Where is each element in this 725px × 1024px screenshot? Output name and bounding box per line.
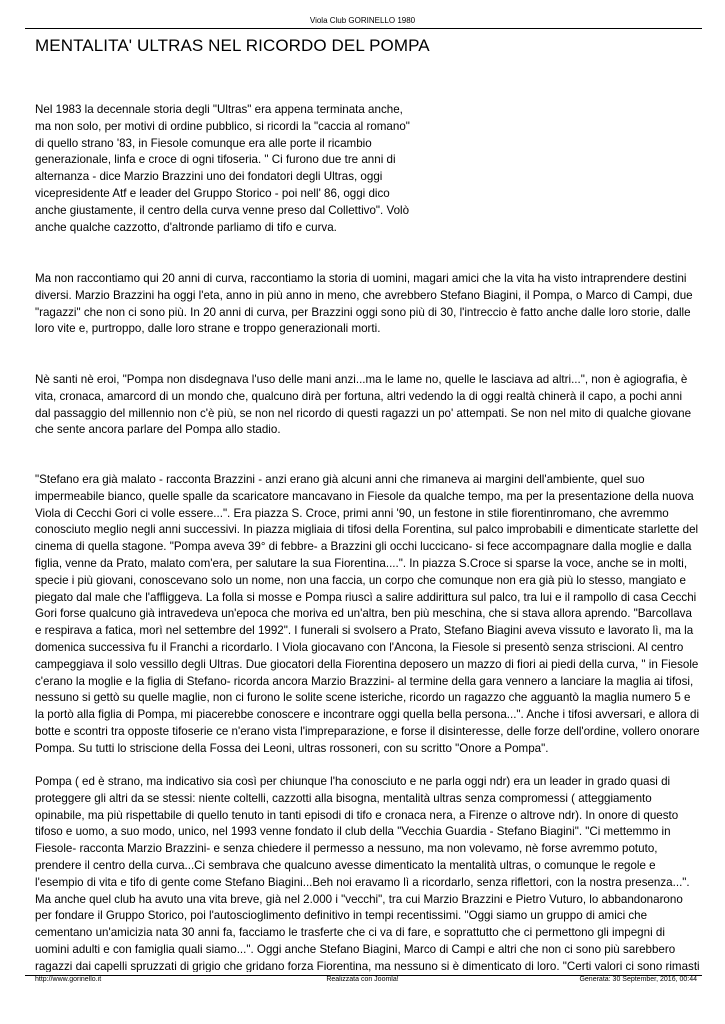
article-paragraph: Nel 1983 la decennale storia degli "Ultras" era appena terminata anche, ma non solo, per motivi di ordine pubblico, si ricordi la "caccia al romano" di quello strano '83, in Fiesole comunque era alle porte il ricambio generazionale, linfa e croce di ogni tifoseria. " Ci furono due tre anni di alternanza - dice Marzio Brazzini uno dei fondatori degli Ultras, oggi vicepresidente Atf e leader del Gruppo Storico - poi nell' 86, oggi dico anche giustamente, il centro della curva venne preso dal Collettivo". Volò anche qualche cazzotto, d'altronde parliamo di tifo e curva. (35, 103, 410, 234)
article-paragraph: Pompa ( ed è strano, ma indicativo sia così per chiunque l'ha conosciuto e ne parla oggi ndr) era un leader in grado quasi di proteggere gli altri da se stessi: niente coltelli, cazzotti alla bisogna, mentalità ultras senza compromessi ( atteggiamento opinabile, ma più rispettabile di quello tenuto in tanti episodi di tifo e cronaca nera, a Firenze o altrove ndr). In onore di questo tifoso e uomo, a suo modo, unico, nel 1993 venne fondato il club della "Vecchia Guardia - Stefano Biagini". "Ci mettemmo in Fiesole- racconta Marzio Brazzini- e senza chiedere il permesso a nessuno, ma non volevamo, nè forse avremmo potuto, prendere il centro della curva...Ci sembrava che qualcuno avesse dimenticato la mentalità ultras, o comunque le regole e l'esempio di vita e tifo di gente come Stefano Biagini...Beh noi eravamo lì a ricordarlo, senza riflettori, con la nostra presenza...". Ma anche quel club ha avuto una vita breve, già nel 2.000 i "vecchi", tra cui Marzio Brazzini e Pietro Vuturo, lo abbandonarono per fondare il Gruppo Storico, poi l'autoscioglimento definitivo in tempi recentissimi. "Oggi siamo un gruppo di amici che cementano un'amicizia nata 30 anni fa, facciamo le trasferte che ci va di fare, e soprattutto che ci permettono gli impegni di uomini adulti e con famiglia quali siamo...". Oggi anche Stefano Biagini, Marco di Campi e altri che non ci sono più sarebbero ragazzi dai capelli spruzzati di grigio che gridano forza Fiorentina, ma nessuno si è dimenticato di loro. "Certi valori ci sono rimasti (35, 775, 700, 972)
footer-generated-date: Generata: 30 September, 2016, 00:44 (579, 976, 697, 983)
header-divider (25, 28, 702, 29)
footer-url: http://www.gorinello.it (35, 976, 102, 983)
header-site-name: Viola Club GORINELLO 1980 (309, 16, 416, 25)
article-paragraph: Nè santi nè eroi, "Pompa non disdegnava l'uso delle mani anzi...ma le lame no, quelle le lasciava ad altri...", non è agiografia, è vita, cronaca, amarcord di un mondo che, qualcuno dirà per fortuna, altri vedendo la di oggi realtà chinerà il capo, a pochi anni dal passaggio del millennio non c'è più, se non nel ricordo di questi ragazzi un po' attempati. Se non nel mito di qualche giovane che sente ancora parlare del Pompa allo stadio. (35, 373, 692, 437)
article-paragraph: "Stefano era già malato - racconta Brazzini - anzi erano già alcuni anni che rimaneva ai margini dell'ambiente, quel suo impermeabile bianco, quelle spalle da scaricatore mancavano in Fiesole da qualche tempo, ma per la presentazione della nuova Viola di Cecchi Gori ci volle essere...". Era piazza S. Croce, primi anni '90, un festone in stile fiorentinromano, che avremmo conosciuto meglio negli anni successivi. In piazza migliaia di tifosi della Forentina, sul palco improbabili e dimenticate starlette del cinema di quella stagone. "Pompa aveva 39° di febbre- a Brazzini gli occhi luccicano- si fece accompagnare dalla moglie e dalla figlia, venne da Prato, malato com'era, per salutare la sua Fiorentina....". In piazza S.Croce si sparse la voce, anche se in molti, specie i più giovani, conoscevano solo un nome, non una faccia, un corpo che comunque non era già più lo stesso, mangiato e piegato dal male che l'affliggeva. La folla si mosse e Pompa riuscì a salire addirittura sul palco, tra lui e il rampollo di casa Cecchi Gori forse qualcuno già intravedeva un'epoca che moriva ed un'altra, ben più meschina, che si stava allora aprendo. "Barcollava e respirava a fatica, morì nel settembre del 1992". I funerali si svolsero a Prato, Stefano Biagini aveva vissuto e lavorato lì, ma la domenica successiva fu il Franchi a ricordarlo. I Viola giocavano con l'Ancona, la Fiesole si presentò senza striscioni. Al centro campeggiava il solo vessillo degli Ultras. Due giocatori della Fiorentina deposero un mazzo di fiori ai piedi della curva, " in Fiesole c'erano la moglie e la figlia di Stefano- ricorda ancora Marzio Brazzini- al termine della gara vennero a lanciare la maglia ai tifosi, nessuno si gettò su quelle maglie, non ci furono le solite scene isteriche, ricordo un ragazzo che agguantò la maglia numero 5 e la portò alla figlia di Pompa, mi piacerebbe conoscere e incontrare oggi quella bella persona...". Anche i tifosi avversari, e allora di botte e scontri tra opposte tifoserie ce n'erano vista l'impreparazione, e forse il disinteresse, delle forze dell'ordine, vollero onorare Pompa. Su tutti lo striscione della Fossa dei Leoni, ultras rossoneri, con su scritto "Onore a Pompa". (35, 473, 700, 755)
article-paragraph: Ma non raccontiamo qui 20 anni di curva, raccontiamo la storia di uomini, magari amici che la vita ha visto intraprendere destini diversi. Marzio Brazzini ha oggi l'eta, anno in più anno in meno, che avrebbero Stefano Biagini, il Pompa, o Marco di Campi, due "ragazzi" che non ci sono più. In 20 anni di curva, per Brazzini oggi sono più di 30, l'intreccio è fatto anche dalle loro storie, dalle loro vite e, purtroppo, dalle loro strane e troppo generazionali morti. (35, 272, 693, 336)
footer-made-with: Realizzata con Joomla! (326, 976, 399, 983)
article-title: MENTALITA' ULTRAS NEL RICORDO DEL POMPA (35, 36, 430, 55)
